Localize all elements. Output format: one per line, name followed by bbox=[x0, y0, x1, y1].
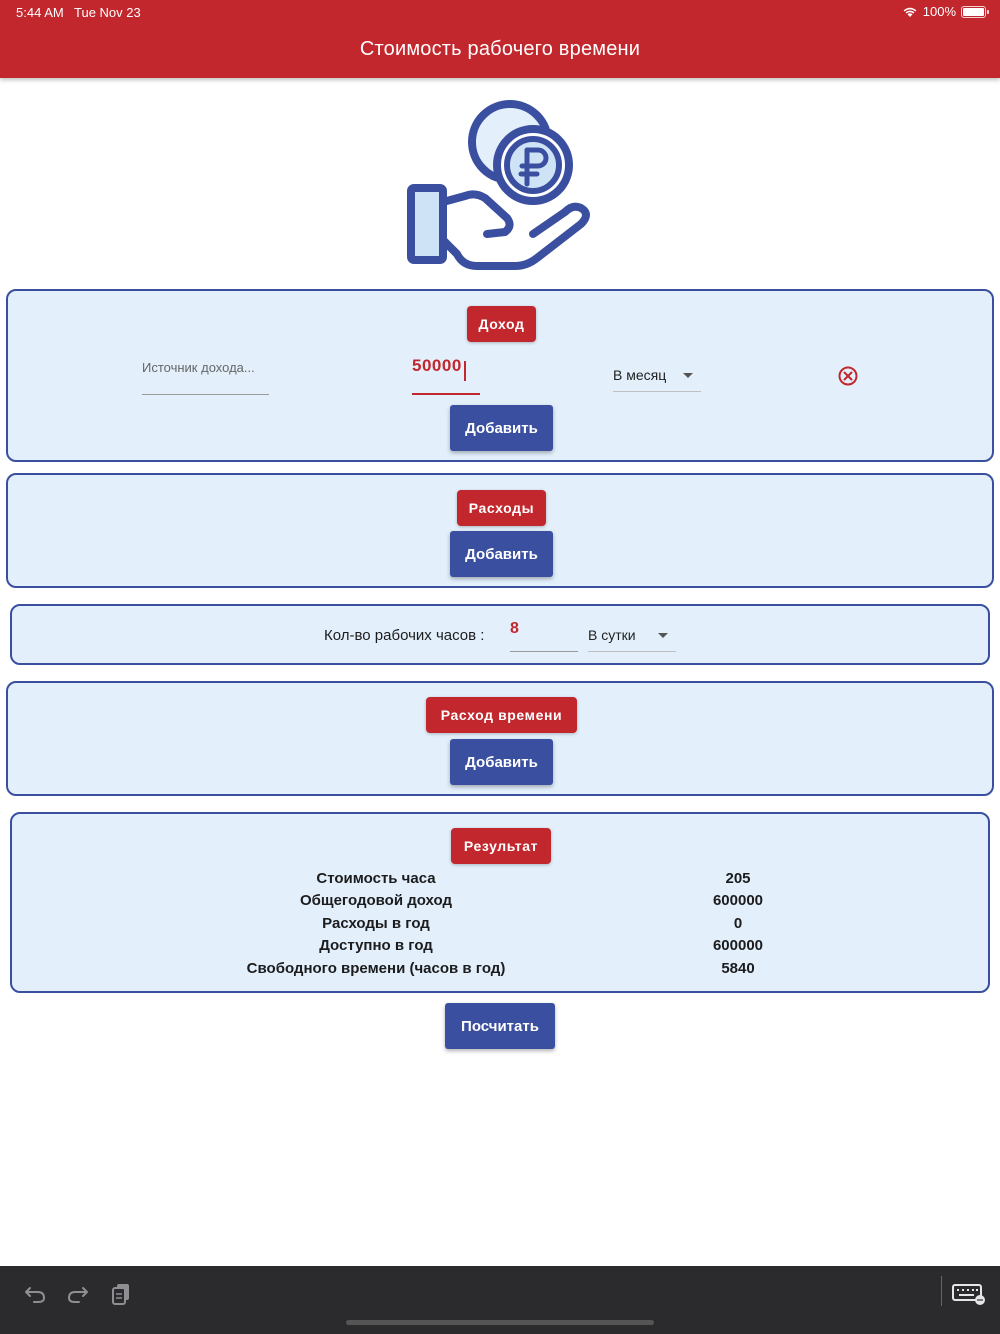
status-bar bbox=[0, 0, 1000, 24]
chevron-down-icon bbox=[683, 373, 693, 378]
work-hours-label: Кол-во рабочих часов : bbox=[324, 627, 485, 644]
income-tag: Доход bbox=[467, 306, 536, 342]
keyboard-icon[interactable] bbox=[952, 1280, 986, 1306]
clear-circle-icon[interactable] bbox=[837, 365, 859, 387]
work-hours-input[interactable]: 8 bbox=[510, 620, 578, 652]
result-value-available: 600000 bbox=[712, 937, 764, 954]
result-value-free-time: 5840 bbox=[721, 960, 755, 977]
status-date: Tue Nov 23 bbox=[74, 5, 141, 20]
result-label-available: Доступно в год bbox=[319, 937, 433, 954]
work-hours-period-value: В сутки bbox=[588, 627, 636, 643]
expenses-card bbox=[6, 473, 994, 588]
expenses-add-button[interactable]: Добавить bbox=[450, 531, 553, 577]
time-spend-tag: Расход времени bbox=[426, 697, 577, 733]
divider bbox=[941, 1276, 942, 1306]
redo-icon[interactable] bbox=[65, 1280, 91, 1306]
result-value-annual-income: 600000 bbox=[712, 892, 764, 909]
result-value-annual-expenses: 0 bbox=[733, 915, 743, 932]
result-tag: Результат bbox=[451, 828, 551, 864]
calculate-button[interactable]: Посчитать bbox=[445, 1003, 555, 1049]
result-label-annual-income: Общегодовой доход bbox=[300, 892, 452, 909]
income-card bbox=[6, 289, 994, 462]
expenses-tag: Расходы bbox=[457, 490, 546, 526]
income-source-input[interactable] bbox=[142, 341, 269, 395]
wifi-icon bbox=[902, 6, 918, 18]
text-caret bbox=[464, 361, 466, 381]
battery-icon bbox=[961, 6, 986, 18]
time-spend-card bbox=[6, 681, 994, 796]
status-time: 5:44 AM bbox=[16, 5, 64, 20]
status-right bbox=[902, 4, 986, 19]
chevron-down-icon bbox=[658, 633, 668, 638]
battery-percent: 100% bbox=[922, 4, 956, 19]
income-amount-input[interactable]: 50000 bbox=[412, 339, 480, 395]
home-indicator[interactable] bbox=[346, 1320, 654, 1325]
result-card bbox=[10, 812, 990, 993]
undo-icon[interactable] bbox=[22, 1280, 48, 1306]
result-label-annual-expenses: Расходы в год bbox=[322, 915, 430, 932]
app-bar bbox=[0, 0, 1000, 78]
result-value-hour-cost: 205 bbox=[725, 870, 751, 887]
work-hours-period-select[interactable] bbox=[588, 621, 676, 652]
work-hours-card bbox=[10, 604, 990, 665]
income-period-value: В месяц bbox=[613, 367, 667, 383]
income-period-select[interactable] bbox=[613, 361, 701, 392]
hand-coins-ruble-icon bbox=[405, 100, 595, 272]
time-spend-add-button[interactable]: Добавить bbox=[450, 739, 553, 785]
clipboard-icon[interactable] bbox=[109, 1280, 135, 1306]
result-label-hour-cost: Стоимость часа bbox=[316, 870, 436, 887]
income-add-button[interactable]: Добавить bbox=[450, 405, 553, 451]
page-title: Стоимость рабочего времени bbox=[359, 38, 641, 60]
result-label-free-time: Свободного времени (часов в год) bbox=[246, 960, 506, 977]
